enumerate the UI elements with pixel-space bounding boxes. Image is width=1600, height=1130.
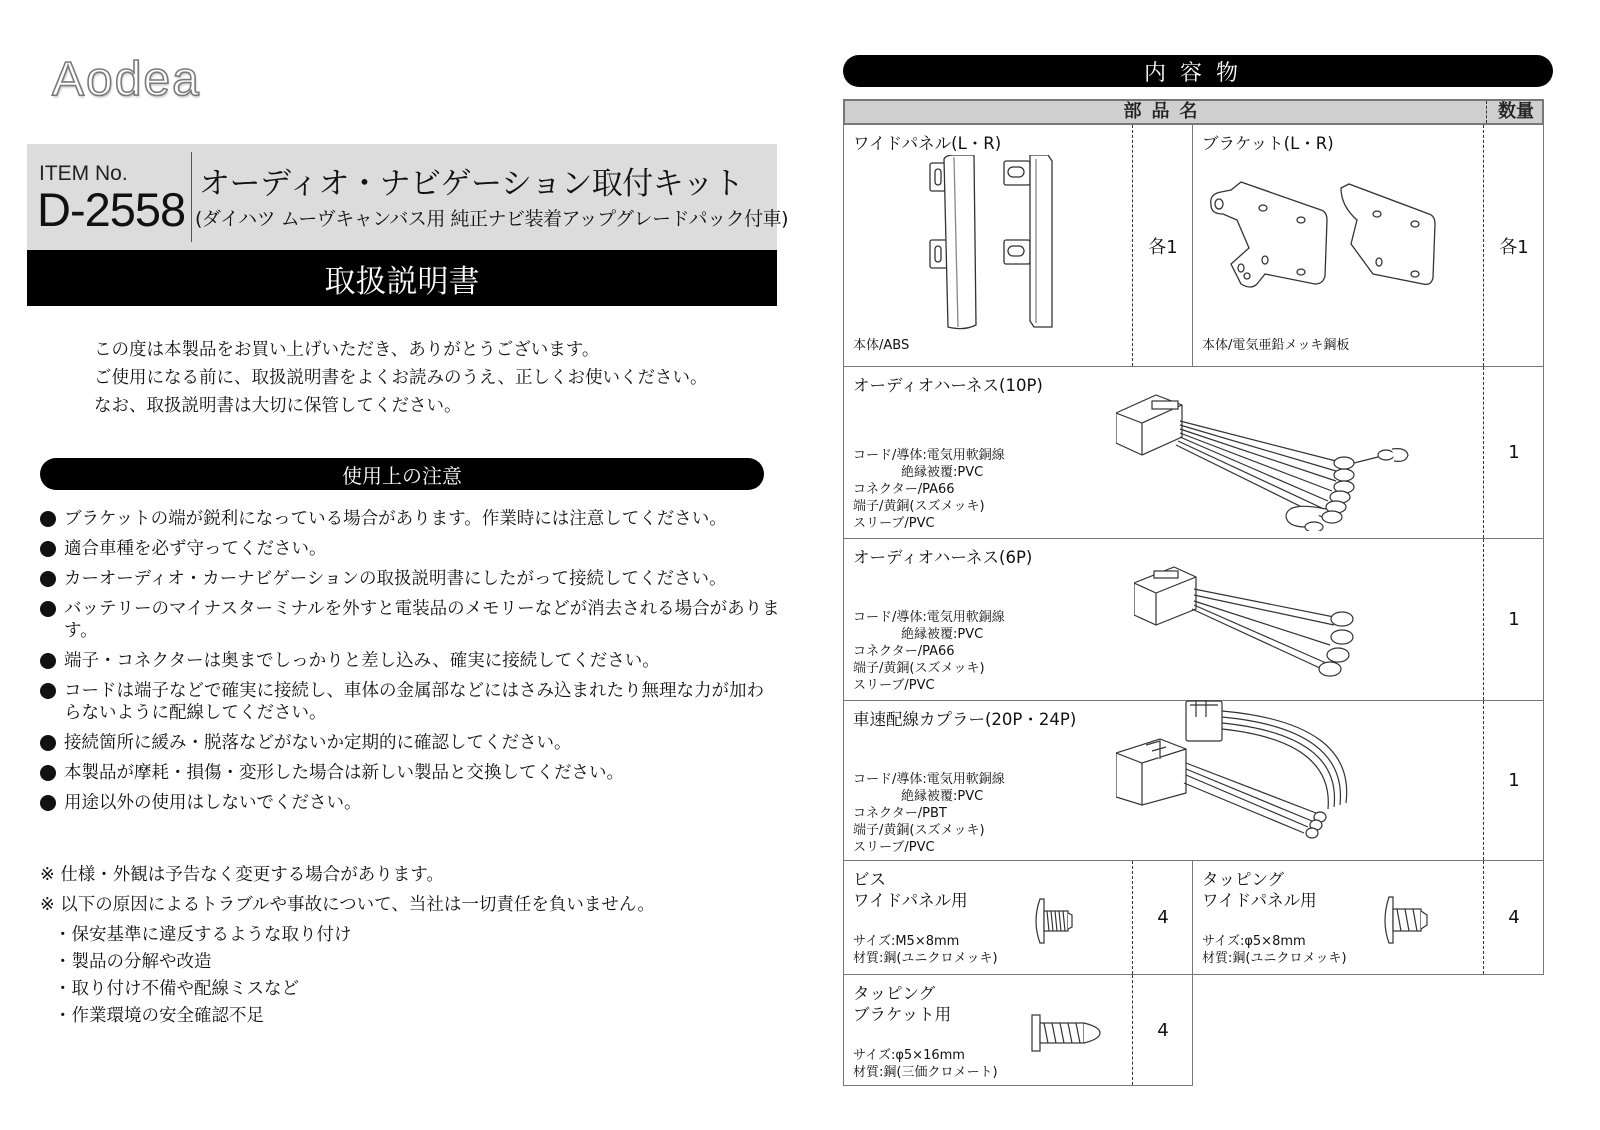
parts-table-header	[843, 99, 1544, 125]
speed-coupler-illustration	[1116, 693, 1396, 853]
part-spec: コネクター/PBT	[853, 806, 947, 821]
item-number-label: ITEM No.	[39, 162, 128, 185]
column-header-part-name: 部品名	[1123, 101, 1208, 122]
audio-harness-6p-illustration	[1134, 565, 1434, 685]
item-header-box	[27, 144, 789, 250]
part-cell-tapping-bracket	[843, 974, 1193, 1086]
part-spec: スリーブ/PVC	[853, 840, 935, 855]
part-spec: サイズ:M5×8mm	[853, 934, 960, 949]
item-divider	[191, 152, 192, 242]
bracket-illustration	[1201, 180, 1461, 320]
part-spec: コード/導体:電気用軟銅線	[853, 772, 1005, 787]
part-cell-tapping-wide-panel	[1192, 860, 1544, 975]
part-spec: 絶縁被覆:PVC	[901, 465, 984, 480]
bullet-icon	[40, 601, 56, 617]
intro-line: この度は本製品をお買い上げいただき、ありがとうございます。	[94, 340, 600, 360]
part-spec: 絶縁被覆:PVC	[901, 627, 984, 642]
part-spec: コネクター/PA66	[853, 644, 955, 659]
part-cell-wide-panel	[843, 124, 1193, 367]
part-quantity: 1	[1483, 367, 1544, 538]
brand-logo: Aodea	[52, 53, 201, 106]
disclaimer-notes	[40, 864, 655, 1032]
part-spec: スリーブ/PVC	[853, 516, 935, 531]
cautions-list	[40, 508, 780, 822]
part-cell-screw-wide-panel	[843, 860, 1193, 975]
caution-item: カーオーディオ・カーナビゲーションの取扱説明書にしたがって接続してください。	[40, 568, 780, 590]
wide-panel-illustration	[904, 155, 1104, 355]
cause-item: ・作業環境の安全確認不足	[54, 1006, 264, 1026]
part-spec: コード/導体:電気用軟銅線	[853, 448, 1005, 463]
part-spec: 絶縁被覆:PVC	[901, 789, 984, 804]
part-quantity: 各1	[1483, 125, 1544, 366]
manual-title: 取扱説明書	[324, 263, 480, 300]
part-cell-audio-harness-10p	[843, 366, 1544, 539]
part-quantity: 各1	[1132, 125, 1193, 366]
product-subtitle: (ダイハツ ムーヴキャンバス用 純正ナビ装着アップグレードパック付車)	[195, 208, 789, 230]
bullet-icon	[40, 511, 56, 527]
bullet-icon	[40, 571, 56, 587]
part-quantity: 4	[1132, 861, 1193, 974]
part-spec: スリーブ/PVC	[853, 678, 935, 693]
part-spec: 本体/ABS	[853, 338, 910, 353]
caution-item: 接続箇所に緩み・脱落などがないか定期的に確認してください。	[40, 732, 780, 754]
part-quantity: 4	[1132, 975, 1193, 1085]
part-spec: 材質:鋼(ユニクロメッキ)	[1202, 951, 1347, 966]
part-name: ワイドパネル(L・R)	[853, 134, 1002, 153]
part-name: ビス ワイドパネル用	[853, 870, 968, 910]
intro-text	[94, 336, 708, 420]
part-quantity: 4	[1483, 861, 1544, 974]
product-title: オーディオ・ナビゲーション取付キット	[199, 166, 744, 202]
bullet-icon	[40, 735, 56, 751]
caution-item: バッテリーのマイナスターミナルを外すと電装品のメモリーなどが消去される場合があります。	[40, 598, 780, 642]
part-name: タッピング ワイドパネル用	[1202, 870, 1317, 910]
part-quantity: 1	[1483, 539, 1544, 700]
part-name: タッピング ブラケット用	[853, 984, 952, 1024]
long-tapping-screw-illustration	[1030, 1013, 1110, 1053]
part-spec: 端子/黄銅(スズメッキ)	[853, 661, 985, 676]
part-spec: サイズ:φ5×16mm	[853, 1048, 965, 1063]
part-name: 車速配線カプラー(20P・24P)	[853, 710, 1077, 729]
part-quantity: 1	[1483, 701, 1544, 860]
part-cell-speed-coupler	[843, 700, 1544, 861]
part-spec: コネクター/PA66	[853, 482, 955, 497]
note-item: ※ 仕様・外観は予告なく変更する場合があります。	[40, 865, 444, 885]
column-header-quantity: 数量	[1486, 101, 1545, 123]
part-name: オーディオハーネス(10P)	[853, 376, 1043, 395]
part-spec: コード/導体:電気用軟銅線	[853, 610, 1005, 625]
part-spec: 材質:鋼(ユニクロメッキ)	[853, 951, 998, 966]
cautions-heading-bar	[40, 458, 764, 490]
intro-line: なお、取扱説明書は大切に保管してください。	[94, 396, 462, 416]
cautions-heading: 使用上の注意	[342, 463, 462, 488]
part-cell-bracket	[1192, 124, 1544, 367]
part-name: オーディオハーネス(6P)	[853, 548, 1033, 567]
part-spec: 本体/電気亜鉛メッキ鋼板	[1202, 338, 1350, 353]
caution-item: 用途以外の使用はしないでください。	[40, 792, 780, 814]
part-spec: サイズ:φ5×8mm	[1202, 934, 1306, 949]
note-item: ※ 以下の原因によるトラブルや事故について、当社は一切責任を負いません。	[40, 895, 655, 915]
intro-line: ご使用になる前に、取扱説明書をよくお読みのうえ、正しくお使いください。	[94, 368, 708, 388]
screw-illustration	[1032, 897, 1092, 947]
cause-item: ・取り付け不備や配線ミスなど	[54, 979, 299, 999]
caution-item: コードは端子などで確実に接続し、車体の金属部などにはさみ込まれたり無理な力が加わらないように配線してください。	[40, 680, 780, 724]
part-cell-audio-harness-6p	[843, 538, 1544, 701]
part-spec: 端子/黄銅(スズメッキ)	[853, 823, 985, 838]
item-number: D-2558	[37, 183, 186, 236]
cause-item: ・保安基準に違反するような取り付け	[54, 925, 352, 945]
caution-item: 本製品が摩耗・損傷・変形した場合は新しい製品と交換してください。	[40, 762, 780, 784]
manual-title-bar	[27, 250, 777, 306]
contents-heading-bar	[843, 55, 1553, 87]
part-name: ブラケット(L・R)	[1202, 134, 1334, 153]
tapping-screw-illustration	[1381, 895, 1445, 947]
bullet-icon	[40, 795, 56, 811]
audio-harness-10p-illustration	[1116, 391, 1436, 531]
caution-item: 端子・コネクターは奥までしっかりと差し込み、確実に接続してください。	[40, 650, 780, 672]
part-spec: 材質:鋼(三価クロメート)	[853, 1065, 998, 1080]
caution-item: ブラケットの端が鋭利になっている場合があります。作業時には注意してください。	[40, 508, 780, 530]
part-spec: 端子/黄銅(スズメッキ)	[853, 499, 985, 514]
contents-heading: 内容物	[1143, 60, 1252, 86]
bullet-icon	[40, 765, 56, 781]
bullet-icon	[40, 653, 56, 669]
cause-item: ・製品の分解や改造	[54, 952, 212, 972]
bullet-icon	[40, 683, 56, 699]
bullet-icon	[40, 541, 56, 557]
caution-item: 適合車種を必ず守ってください。	[40, 538, 780, 560]
